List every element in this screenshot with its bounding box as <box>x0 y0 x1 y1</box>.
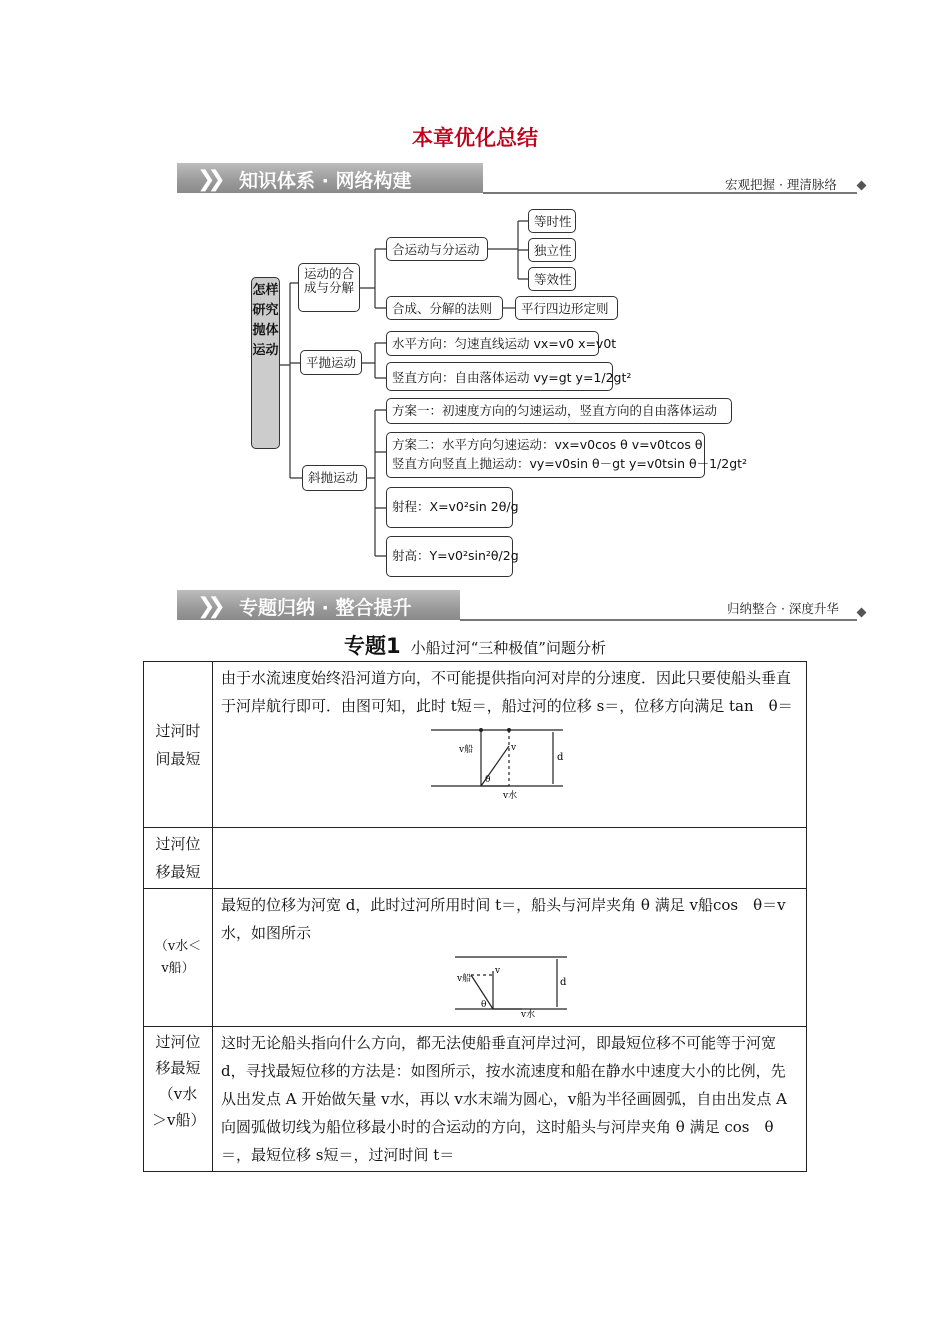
banner-right-text: 归纳整合 · 深度升华 <box>727 601 839 616</box>
table-row <box>144 1027 807 1172</box>
mindmap-leaf-isochronism: 等时性 <box>528 209 576 233</box>
label-d: d <box>560 977 567 988</box>
figure-shortest-time <box>423 726 573 806</box>
banner-right-text: 宏观把握 · 理清脉络 <box>725 177 837 192</box>
row-content: 这时无论船头指向什么方向，都无法使船垂直河岸过河，即最短位移不可能等于河宽 d，寻找最短位移的方法是：如图所示，按水流速度和船在静水中速度大小的比例，先从出发点 A 开始做矢量 v水，再以 v水末端为圆心，v船为半径画圆弧，自由出发点 A 向圆弧做切线为船位移最小时的合运动的方向，这时船头与河岸夹角 θ 满足 cos θ＝，最短位移 s短＝，过河时间 t＝ <box>213 1027 807 1172</box>
mindmap-leaf-vertical: 竖直方向：自由落体运动 vy=gt y=1/2gt² <box>386 362 613 391</box>
chevron-icon: ❯❯ <box>197 167 218 192</box>
mindmap-leaf-equivalence: 等效性 <box>528 267 576 291</box>
mindmap-leaf-horizontal: 水平方向：匀速直线运动 vx=v0 x=v0t <box>386 331 599 356</box>
label-d: d <box>557 752 564 763</box>
label-theta: θ <box>485 775 491 785</box>
topic-title: 小船过河“三种极值”问题分析 <box>410 639 606 657</box>
mindmap-leaf-scheme-two <box>386 432 748 478</box>
banner-label: 专题归纳 · 整合提升 <box>239 597 412 619</box>
row-label: （v水＜v船） <box>144 889 213 1027</box>
label-v-water: v水 <box>521 1010 536 1019</box>
label-v-boat: v船 <box>457 974 472 984</box>
mindmap-leaf-range: 射程：X=v0²sin 2θ/g <box>386 487 513 528</box>
mindmap-node-component-motion: 合运动与分运动 <box>386 237 488 261</box>
table-row <box>144 662 807 828</box>
mindmap-node-rule: 合成、分解的法则 <box>386 296 503 320</box>
mindmap-node-horizontal-projectile: 平抛运动 <box>300 350 362 375</box>
row-content <box>213 662 807 828</box>
row-content <box>213 889 807 1027</box>
mindmap-leaf-independence: 独立性 <box>528 238 576 262</box>
mindmap-node-synthesis: 运动的合成与分解 <box>298 263 360 312</box>
mindmap-leaf-scheme-one: 方案一：初速度方向的匀速运动，竖直方向的自由落体运动 <box>386 398 732 424</box>
section-banner-topics <box>177 590 869 620</box>
label-v: v <box>511 743 517 753</box>
table-row <box>144 889 807 1027</box>
label-v-boat: v船 <box>459 745 474 755</box>
mindmap-node-oblique-projectile: 斜抛运动 <box>302 465 367 491</box>
row-text: 由于水流速度始终沿河道方向，不可能提供指向河对岸的分速度．因此只要使船头垂直于河岸航行即可．由图可知，此时 t短＝，船过河的位移 s＝，位移方向满足 tan θ＝ <box>221 669 793 715</box>
diamond-icon <box>857 608 867 618</box>
label-v-water: v水 <box>503 791 518 801</box>
table-row <box>144 828 807 889</box>
label-theta: θ <box>481 1000 487 1010</box>
mindmap-root: 怎样研究抛体运动 <box>251 277 280 449</box>
row-content <box>213 828 807 889</box>
topic-number: 专题1 <box>344 634 401 658</box>
scheme-two-line1: 方案二：水平方向匀速运动：vx=v0cos θ v=v0tcos θ <box>392 437 703 452</box>
banner-label: 知识体系 · 网络构建 <box>239 170 412 192</box>
page-title: 本章优化总结 <box>412 126 538 150</box>
scheme-two-line2: 竖直方向竖直上抛运动：vy=v0sin θ－gt y=v0tsin θ－1/2gt² <box>392 456 748 471</box>
figure-shortest-displacement-a <box>447 953 577 1019</box>
topic-heading <box>0 630 950 660</box>
river-crossing-table <box>143 661 807 1172</box>
mindmap-leaf-parallelogram: 平行四边形定则 <box>515 296 618 320</box>
row-label: 过河位移最短 <box>144 828 213 889</box>
mindmap-leaf-height: 射高：Y=v0²sin²θ/2g <box>386 536 513 577</box>
row-text: 最短的位移为河宽 d，此时过河所用时间 t＝，船头与河岸夹角 θ 满足 v船cos θ＝v水，如图所示 <box>221 896 786 942</box>
row-label: 过河时间最短 <box>144 662 213 828</box>
label-v: v <box>495 966 501 976</box>
row-label: 过河位移最短（v水＞v船） <box>144 1027 213 1172</box>
chevron-icon: ❯❯ <box>197 594 218 619</box>
